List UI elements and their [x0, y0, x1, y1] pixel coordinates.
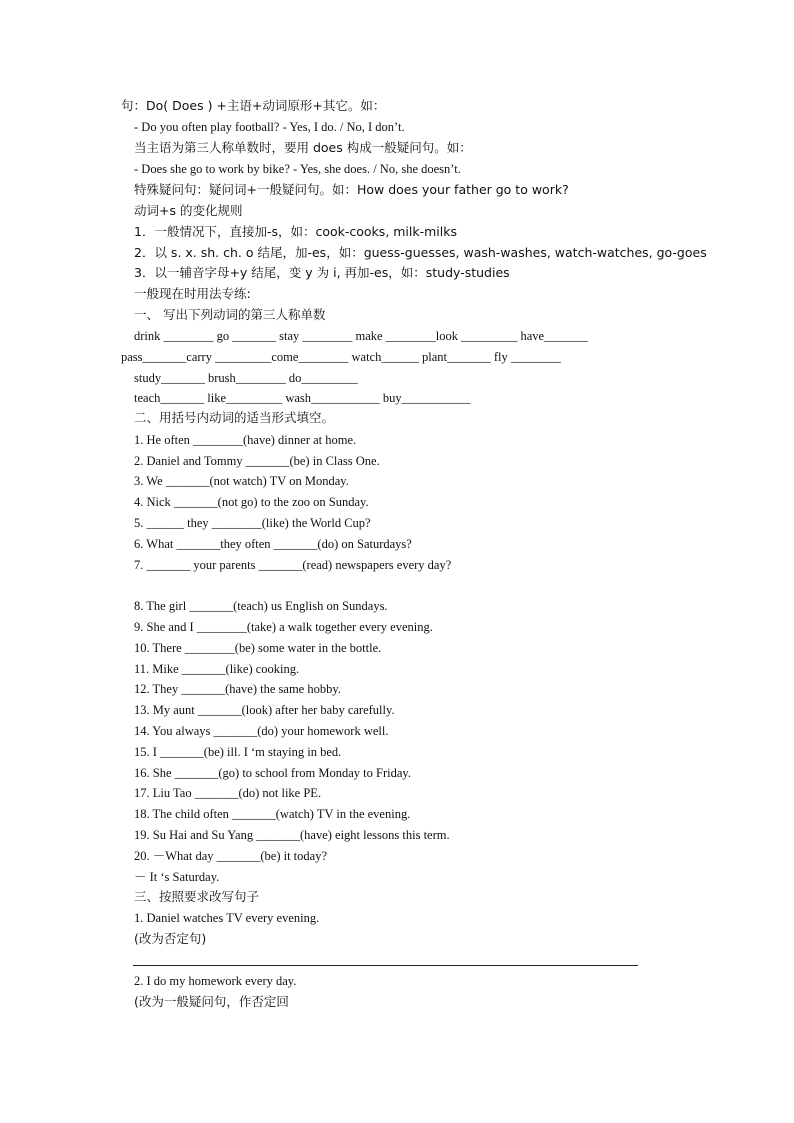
section-heading: 二、用括号内动词的适当形式填空。	[134, 410, 335, 425]
exercise-item: 16. She _______(go) to school from Monday to Friday.	[134, 766, 411, 780]
section-heading: 三、按照要求改写句子	[134, 889, 260, 904]
exercise-item: 17. Liu Tao _______(do) not like PE.	[134, 786, 322, 800]
exercise-item: 12. They _______(have) the same hobby.	[134, 682, 341, 696]
exercise-item: 4. Nick _______(not go) to the zoo on Sunday.	[134, 495, 369, 509]
exercise-item: 3. We _______(not watch) TV on Monday.	[134, 474, 349, 488]
exercise-item: 15. I _______(be) ill. I ‘m staying in bed.	[134, 745, 342, 759]
exercise-item: 11. Mike _______(like) cooking.	[134, 662, 300, 676]
exercise-item: 8. The girl _______(teach) us English on Sundays.	[134, 599, 388, 613]
exercise-item: 10. There ________(be) some water in the bottle.	[134, 641, 382, 655]
exercise-item: 6. What _______they often _______(do) on Saturdays?	[134, 537, 412, 551]
exercise-item: 13. My aunt _______(look) after her baby carefully.	[134, 703, 395, 717]
text-line: 当主语为第三人称单数时，要用 does 构成一般疑问句。如：	[134, 140, 472, 155]
text-line: 特殊疑问句：疑问词+一般疑问句。如：How does your father go to work?	[134, 182, 569, 197]
exercise-item: 2. Daniel and Tommy _______(be) in Class One.	[134, 454, 380, 468]
rule-item: 2．以 s. x. sh. ch. o 结尾，加-es，如：guess-guesses, wash-washes, watch-watches, go-goes	[134, 245, 707, 260]
exercise-item: 1. Daniel watches TV every evening.	[134, 911, 320, 925]
instruction: (改为一般疑问句，作否定回	[134, 994, 289, 1009]
exercise-item: 20. －What day _______(be) it today?	[134, 849, 328, 863]
exercise-item: 5. ______ they ________(like) the World Cup?	[134, 516, 371, 530]
answer-line	[133, 965, 638, 966]
text-line: 句：Do( Does ) +主语+动词原形+其它。如：	[121, 98, 386, 113]
rule-item: 1．一般情况下，直接加-s，如：cook-cooks, milk-milks	[134, 224, 458, 239]
instruction: (改为否定句)	[134, 931, 207, 946]
section-heading: 一般现在时用法专练:	[134, 286, 251, 301]
section-heading: 一、 写出下列动词的第三人称单数	[134, 307, 326, 322]
exercise-item: 19. Su Hai and Su Yang _______(have) eight lessons this term.	[134, 828, 450, 842]
exercise-line: drink ________ go _______ stay ________ make ________look _________ have_______	[134, 329, 588, 343]
exercise-item: 18. The child often _______(watch) TV in the evening.	[134, 807, 411, 821]
exercise-line: pass_______carry _________come________ watch______ plant_______ fly ________	[121, 350, 561, 364]
exercise-item: 14. You always _______(do) your homework well.	[134, 724, 389, 738]
section-heading: 动词+s 的变化规则	[134, 203, 243, 218]
text-line: - Do you often play football? - Yes, I do. / No, I don’t.	[134, 120, 405, 134]
rule-item: 3．以一辅音字母+y 结尾，变 y 为 i, 再加-es，如：study-studies	[134, 265, 510, 280]
exercise-item: 7. _______ your parents _______(read) newspapers every day?	[134, 558, 452, 572]
exercise-item: 9. She and I ________(take) a walk together every evening.	[134, 620, 433, 634]
exercise-line: teach_______ like_________ wash___________ buy___________	[134, 391, 471, 405]
exercise-item: － It ‘s Saturday.	[134, 870, 220, 884]
exercise-item: 1. He often ________(have) dinner at home.	[134, 433, 357, 447]
exercise-item: 2. I do my homework every day.	[134, 974, 297, 988]
exercise-line: study_______ brush________ do_________	[134, 371, 358, 385]
text-line: - Does she go to work by bike? - Yes, she does. / No, she doesn’t.	[134, 162, 461, 176]
